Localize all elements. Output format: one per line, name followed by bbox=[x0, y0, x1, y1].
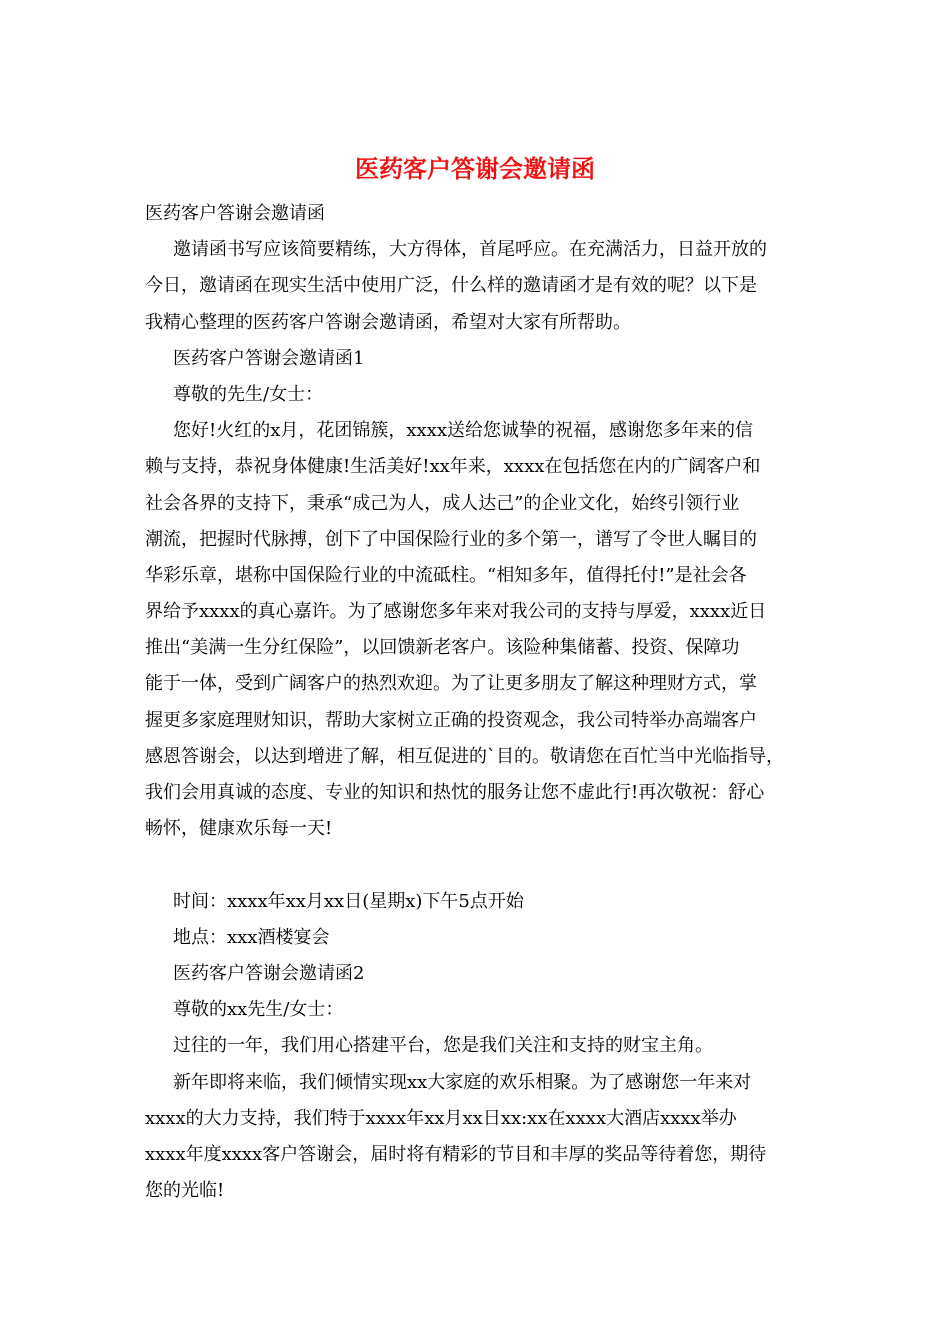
letter1-line-4: 潮流，把握时代脉搏，创下了中国保险行业的多个第一，谱写了令世人瞩目的 bbox=[145, 528, 757, 550]
event-time: 时间：xxxx年xx月xx日(星期x)下午5点开始 bbox=[173, 890, 524, 912]
document-body bbox=[145, 196, 825, 1209]
letter1-line-11: 我们会用真诚的态度、专业的知识和热忱的服务让您不虚此行!再次敬祝：舒心 bbox=[145, 782, 765, 803]
letter2-line-3: xxxx的大力支持，我们特于xxxx年xx月xx日xx:xx在xxxx大酒店xxxx举办 bbox=[145, 1107, 737, 1129]
letter1-line-3: 社会各界的支持下，秉承“成己为人，成人达己”的企业文化，始终引领行业 bbox=[145, 492, 740, 514]
letter1-line-8: 能于一体，受到广阔客户的热烈欢迎。为了让更多朋友了解这种理财方式，掌 bbox=[145, 673, 757, 695]
letter2-line-5: 您的光临! bbox=[145, 1180, 225, 1202]
letter1-line-10: 感恩答谢会，以达到增进了解，相互促进的`目的。敬请您在百忙当中光临指导， bbox=[145, 745, 784, 767]
letter1-line-6: 界给予xxxx的真心嘉许。为了感谢您多年来对我公司的支持与厚爱，xxxx近日 bbox=[145, 601, 767, 623]
section-heading-1: 医药客户答谢会邀请函1 bbox=[173, 347, 365, 369]
letter1-line-5: 华彩乐章，堪称中国保险行业的中流砥柱。“相知多年，值得托付!”是社会各 bbox=[145, 564, 747, 586]
letter1-line-12: 畅怀，健康欢乐每一天! bbox=[145, 818, 333, 840]
letter1-line-7: 推出“美满一生分红保险”，以回馈新老客户。该险种集储蓄、投资、保障功 bbox=[145, 637, 740, 659]
letter2-line-4: xxxx年度xxxx客户答谢会，届时将有精彩的节目和丰厚的奖品等待着您，期待 bbox=[145, 1143, 767, 1165]
event-location: 地点：xxx酒楼宴会 bbox=[173, 926, 330, 948]
letter1-line-1: 您好!火红的x月，花团锦簇，xxxx送给您诚挚的祝福，感谢您多年来的信 bbox=[173, 420, 753, 442]
letter2-line-1: 过往的一年，我们用心搭建平台，您是我们关注和支持的财宝主角。 bbox=[173, 1035, 713, 1057]
document-title: 医药客户答谢会邀请函 bbox=[355, 154, 595, 183]
intro-line-3: 我精心整理的医药客户答谢会邀请函，希望对大家有所帮助。 bbox=[145, 311, 631, 333]
letter1-line-2: 赖与支持，恭祝身体健康!生活美好!xx年来，xxxx在包括您在内的广阔客户和 bbox=[145, 456, 761, 478]
letter2-line-2: 新年即将来临，我们倾情实现xx大家庭的欢乐相聚。为了感谢您一年来对 bbox=[173, 1071, 752, 1093]
salutation-1: 尊敬的先生/女士： bbox=[173, 383, 324, 405]
subtitle-line: 医药客户答谢会邀请函 bbox=[145, 203, 325, 224]
blank-line bbox=[145, 847, 825, 883]
salutation-2: 尊敬的xx先生/女士： bbox=[173, 999, 344, 1021]
intro-line-2: 今日，邀请函在现实生活中使用广泛，什么样的邀请函才是有效的呢？以下是 bbox=[145, 275, 757, 297]
letter1-line-9: 握更多家庭理财知识，帮助大家树立正确的投资观念，我公司特举办高端客户 bbox=[145, 709, 757, 731]
section-heading-2: 医药客户答谢会邀请函2 bbox=[173, 962, 365, 984]
intro-line-1: 邀请函书写应该简要精练，大方得体，首尾呼应。在充满活力，日益开放的 bbox=[173, 239, 767, 261]
